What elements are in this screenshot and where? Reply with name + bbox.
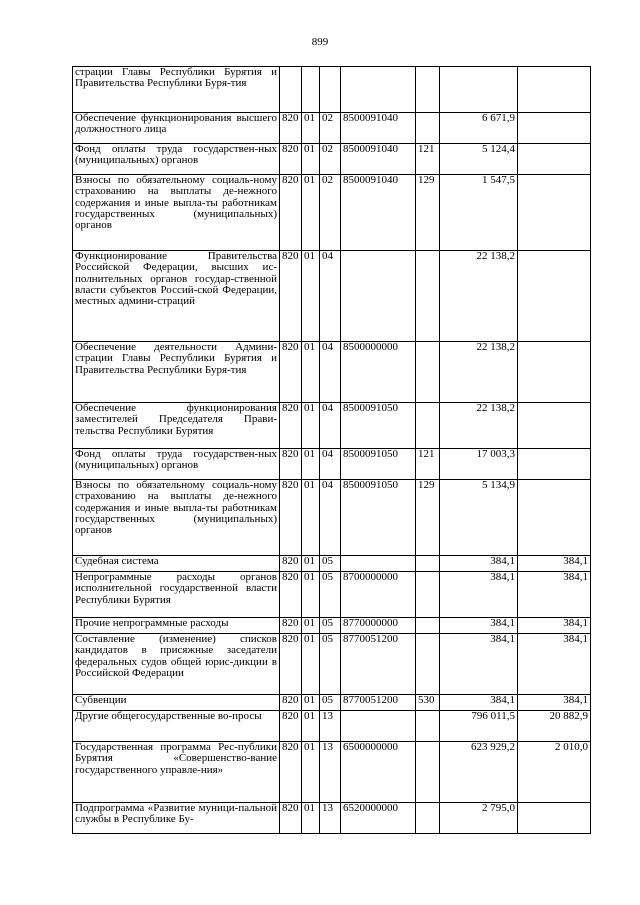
expense-type-cell [416,803,440,834]
amount-secondary-cell [518,175,591,251]
expense-type-cell: 121 [416,144,440,175]
subsection-code-cell: 04 [320,480,341,556]
target-article-cell: 8500000000 [341,342,416,403]
target-article-cell: 8500091040 [341,144,416,175]
table-row [73,449,591,480]
amount-secondary-cell: 384,1 [518,634,591,695]
amount-cell: 5 134,9 [440,480,518,556]
subsection-code-cell: 04 [320,403,341,449]
expense-type-cell: 121 [416,449,440,480]
row-name-cell: Другие общегосударственные во-просы [73,711,280,742]
ministry-code-cell: 820 [280,556,302,572]
section-code-cell: 01 [302,113,320,144]
subsection-code-cell: 02 [320,175,341,251]
target-article-cell: 8700000000 [341,572,416,618]
row-name-cell: Обеспечение функционирования заместителей Председателя Прави-тельства Республики Бурятия [73,403,280,449]
target-article-cell [341,251,416,342]
table-row [73,403,591,449]
section-code-cell [302,67,320,113]
target-article-cell: 8770000000 [341,618,416,634]
target-article-cell: 6500000000 [341,742,416,803]
row-name-cell: страции Главы Республики Бурятия и Правительства Республики Буря-тия [73,67,280,113]
expense-type-cell [416,556,440,572]
ministry-code-cell: 820 [280,480,302,556]
amount-cell: 22 138,2 [440,403,518,449]
expense-type-cell [416,618,440,634]
row-name-cell: Функционирование Правительства Российской Федерации, высших ис-полнительных органов государ-ственной власти субъектов Россий-ской Федерации, местных админи-страций [73,251,280,342]
amount-secondary-cell: 384,1 [518,572,591,618]
table-row [73,556,591,572]
section-code-cell: 01 [302,449,320,480]
target-article-cell: 8770051200 [341,695,416,711]
amount-secondary-cell [518,449,591,480]
target-article-cell: 8770051200 [341,634,416,695]
subsection-code-cell: 05 [320,695,341,711]
amount-secondary-cell [518,251,591,342]
target-article-cell: 8500091050 [341,449,416,480]
section-code-cell: 01 [302,634,320,695]
amount-secondary-cell: 384,1 [518,618,591,634]
amount-secondary-cell: 20 882,9 [518,711,591,742]
amount-cell: 384,1 [440,556,518,572]
amount-cell: 22 138,2 [440,251,518,342]
row-name-cell: Взносы по обязательному социаль-ному страхованию на выплаты де-нежного содержания и иные выпла-ты работникам государственных (муниципальных) органов [73,175,280,251]
subsection-code-cell: 05 [320,618,341,634]
expense-type-cell: 129 [416,480,440,556]
ministry-code-cell: 820 [280,695,302,711]
amount-secondary-cell [518,480,591,556]
row-name-cell: Судебная система [73,556,280,572]
amount-cell: 6 671,9 [440,113,518,144]
row-name-cell: Фонд оплаты труда государствен-ных (муниципальных) органов [73,449,280,480]
ministry-code-cell: 820 [280,342,302,403]
ministry-code-cell: 820 [280,572,302,618]
amount-secondary-cell [518,144,591,175]
subsection-code-cell: 13 [320,711,341,742]
subsection-code-cell: 02 [320,144,341,175]
ministry-code-cell: 820 [280,634,302,695]
section-code-cell: 01 [302,572,320,618]
amount-secondary-cell: 384,1 [518,695,591,711]
table-row [73,742,591,803]
expense-type-cell: 129 [416,175,440,251]
section-code-cell: 01 [302,403,320,449]
amount-cell: 2 795,0 [440,803,518,834]
amount-secondary-cell [518,803,591,834]
ministry-code-cell: 820 [280,403,302,449]
page-number: 899 [311,36,329,48]
table-row [73,803,591,834]
table-row [73,572,591,618]
amount-secondary-cell [518,342,591,403]
table-row [73,634,591,695]
table-row [73,113,591,144]
amount-cell: 384,1 [440,618,518,634]
expense-type-cell [416,342,440,403]
amount-secondary-cell [518,67,591,113]
table-row [73,342,591,403]
table-row [73,67,591,113]
target-article-cell [341,67,416,113]
section-code-cell: 01 [302,144,320,175]
ministry-code-cell: 820 [280,175,302,251]
ministry-code-cell: 820 [280,803,302,834]
table-row [73,480,591,556]
target-article-cell [341,711,416,742]
expense-type-cell [416,634,440,695]
amount-secondary-cell: 2 010,0 [518,742,591,803]
row-name-cell: Составление (изменение) списков кандидатов в присяжные заседатели федеральных судов общей юрис-дикции в Российской Федерации [73,634,280,695]
subsection-code-cell: 13 [320,803,341,834]
amount-cell: 796 011,5 [440,711,518,742]
table-row [73,144,591,175]
target-article-cell: 6520000000 [341,803,416,834]
expense-type-cell [416,711,440,742]
amount-cell [440,67,518,113]
budget-table [72,66,591,834]
section-code-cell: 01 [302,175,320,251]
expense-type-cell [416,403,440,449]
section-code-cell: 01 [302,742,320,803]
amount-secondary-cell [518,113,591,144]
expense-type-cell [416,572,440,618]
target-article-cell: 8500091050 [341,480,416,556]
subsection-code-cell: 05 [320,572,341,618]
table-row [73,711,591,742]
ministry-code-cell: 820 [280,251,302,342]
section-code-cell: 01 [302,695,320,711]
ministry-code-cell: 820 [280,113,302,144]
ministry-code-cell: 820 [280,144,302,175]
subsection-code-cell: 13 [320,742,341,803]
table-row [73,175,591,251]
amount-cell: 17 003,3 [440,449,518,480]
ministry-code-cell: 820 [280,711,302,742]
row-name-cell: Прочие непрограммные расходы [73,618,280,634]
table-row [73,618,591,634]
expense-type-cell [416,742,440,803]
row-name-cell: Фонд оплаты труда государствен-ных (муниципальных) органов [73,144,280,175]
subsection-code-cell: 04 [320,449,341,480]
amount-cell: 384,1 [440,634,518,695]
target-article-cell: 8500091050 [341,403,416,449]
row-name-cell: Непрограммные расходы органов исполнительной государственной власти Республики Бурятия [73,572,280,618]
amount-cell: 384,1 [440,572,518,618]
section-code-cell: 01 [302,618,320,634]
subsection-code-cell: 05 [320,556,341,572]
table-row [73,251,591,342]
expense-type-cell [416,251,440,342]
section-code-cell: 01 [302,342,320,403]
amount-cell: 1 547,5 [440,175,518,251]
subsection-code-cell: 02 [320,113,341,144]
subsection-code-cell: 04 [320,251,341,342]
amount-cell: 384,1 [440,695,518,711]
expense-type-cell: 530 [416,695,440,711]
row-name-cell: Государственная программа Рес-публики Бурятия «Совершенство-вание государственного управле-ния» [73,742,280,803]
expense-type-cell [416,67,440,113]
row-name-cell: Субвенции [73,695,280,711]
section-code-cell: 01 [302,251,320,342]
expense-type-cell [416,113,440,144]
section-code-cell: 01 [302,480,320,556]
target-article-cell: 8500091040 [341,175,416,251]
ministry-code-cell: 820 [280,618,302,634]
row-name-cell: Взносы по обязательному социаль-ному страхованию на выплаты де-нежного содержания и иные выпла-ты работникам государственных (муниципальных) органов [73,480,280,556]
amount-cell: 5 124,4 [440,144,518,175]
subsection-code-cell: 04 [320,342,341,403]
ministry-code-cell [280,67,302,113]
target-article-cell: 8500091040 [341,113,416,144]
amount-secondary-cell: 384,1 [518,556,591,572]
section-code-cell: 01 [302,711,320,742]
subsection-code-cell: 05 [320,634,341,695]
target-article-cell [341,556,416,572]
row-name-cell: Подпрограмма «Развитие муници-пальной службы в Республике Бу- [73,803,280,834]
amount-cell: 22 138,2 [440,342,518,403]
ministry-code-cell: 820 [280,742,302,803]
ministry-code-cell: 820 [280,449,302,480]
amount-cell: 623 929,2 [440,742,518,803]
table-row [73,695,591,711]
section-code-cell: 01 [302,803,320,834]
section-code-cell: 01 [302,556,320,572]
row-name-cell: Обеспечение функционирования высшего должностного лица [73,113,280,144]
subsection-code-cell [320,67,341,113]
row-name-cell: Обеспечение деятельности Админи-страции Главы Республики Бурятия и Правительства Республики Буря-тия [73,342,280,403]
amount-secondary-cell [518,403,591,449]
